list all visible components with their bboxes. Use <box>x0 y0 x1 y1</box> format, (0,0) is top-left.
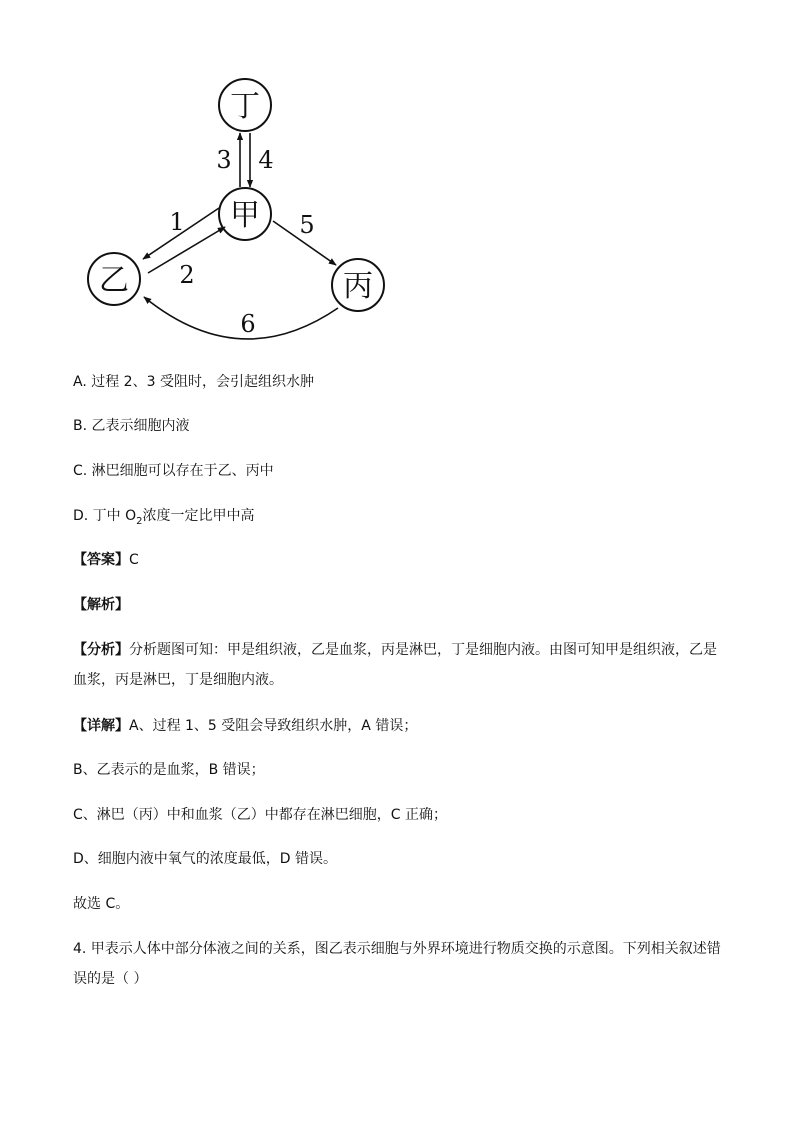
detail-text-a: A、过程 1、5 受阻会导致组织水肿，A 错误； <box>129 718 418 734</box>
body-fluid-diagram <box>80 75 400 345</box>
edge-label-2: 2 <box>179 261 195 289</box>
detail-line-c: C、淋巴（丙）中和血浆（乙）中都存在淋巴细胞，C 正确； <box>73 807 447 823</box>
node-yi-label: 乙 <box>99 263 129 298</box>
edge-label-1: 1 <box>169 208 185 236</box>
option-b: B. 乙表示细胞内液 <box>73 418 190 434</box>
analysis-tag: 【解析】 <box>73 597 129 613</box>
conclusion-line: 故选 C。 <box>73 896 130 912</box>
detail-line-b: B、乙表示的是血浆，B 错误； <box>73 762 265 778</box>
answer-tag: 【答案】 <box>73 552 129 568</box>
node-ding <box>219 79 271 131</box>
node-ding-label: 丁 <box>230 89 260 124</box>
answer-value: C <box>129 552 139 568</box>
breakdown-tag: 【分析】 <box>73 642 129 658</box>
option-d-subscript: 2 <box>136 515 143 527</box>
node-yi <box>88 253 140 305</box>
node-jia <box>219 188 271 240</box>
edge-label-6: 6 <box>240 310 256 338</box>
node-bing-label: 丙 <box>343 269 373 304</box>
detail-tag: 【详解】 <box>73 718 129 734</box>
edge-label-4: 4 <box>258 146 274 174</box>
detail-line-d: D、细胞内液中氧气的浓度最低，D 错误。 <box>73 851 338 867</box>
detail-line-a <box>73 716 417 736</box>
edge-label-3: 3 <box>216 146 232 174</box>
next-question-line-2: 误的是（ ） <box>73 971 148 987</box>
option-c: C. 淋巴细胞可以存在于乙、丙中 <box>73 463 274 479</box>
option-a: A. 过程 2、3 受阻时，会引起组织水肿 <box>73 374 314 390</box>
option-d-suffix: 浓度一定比甲中高 <box>142 508 255 524</box>
analysis-heading <box>73 595 129 615</box>
answer-line <box>73 550 139 570</box>
edge-label-5: 5 <box>299 211 315 239</box>
node-jia-label: 甲 <box>230 198 260 233</box>
next-question-line-1: 4. 甲表示人体中部分体液之间的关系，图乙表示细胞与外界环境进行物质交换的示意图。下列相关叙述错 <box>73 941 721 957</box>
node-bing <box>332 259 384 311</box>
breakdown-text-1: 分析题图可知：甲是组织液，乙是血浆，丙是淋巴，丁是细胞内液。由图可知甲是组织液，乙是 <box>129 642 717 658</box>
option-d <box>73 506 255 532</box>
breakdown-line-1 <box>73 640 717 660</box>
option-d-prefix: D. 丁中 O <box>73 508 137 524</box>
breakdown-line-2: 血浆，丙是淋巴，丁是细胞内液。 <box>73 672 283 688</box>
